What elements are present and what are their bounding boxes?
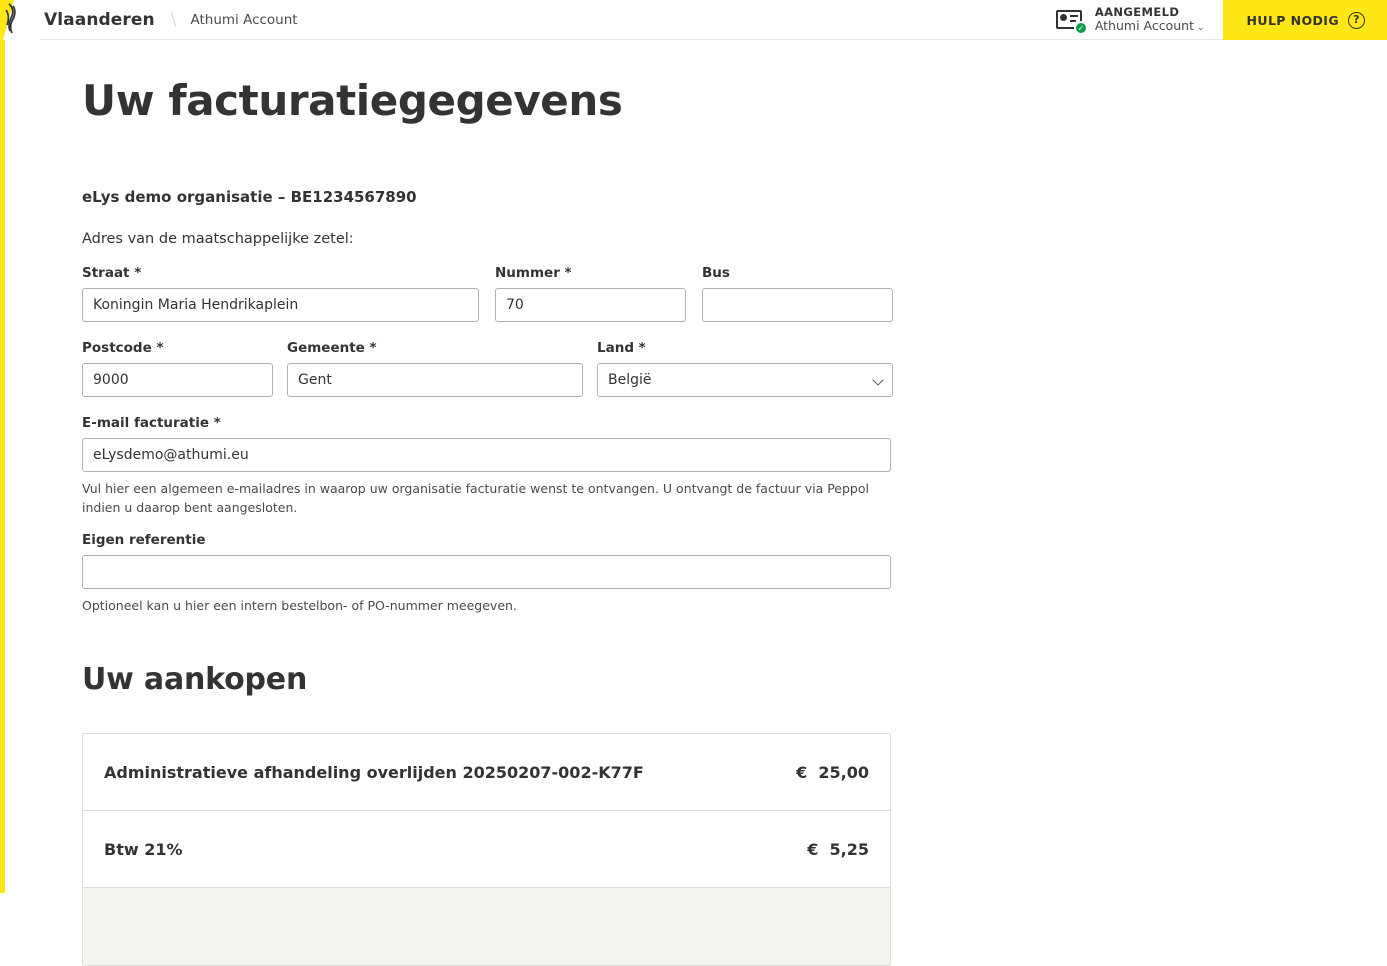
land-select[interactable] xyxy=(597,363,893,397)
table-row xyxy=(83,811,890,888)
brand-separator: \ xyxy=(170,9,177,30)
reference-row xyxy=(82,532,1387,615)
address-label: Adres van de maatschappelijke zetel: xyxy=(82,231,354,247)
verified-check-icon: ✓ xyxy=(1074,21,1088,35)
gemeente-input[interactable] xyxy=(287,363,583,397)
organisation-line: eLys demo organisatie – BE1234567890 xyxy=(82,188,417,206)
purchase-amount: € 25,00 xyxy=(796,762,869,782)
table-row-total xyxy=(83,888,890,965)
question-mark-icon: ? xyxy=(1348,12,1365,29)
breadcrumb[interactable]: Athumi Account xyxy=(190,11,298,28)
postcode-input[interactable] xyxy=(82,363,273,397)
field-straat xyxy=(82,265,479,322)
purchases-table xyxy=(82,733,891,966)
address-row-2 xyxy=(82,340,1387,397)
label-land: Land * xyxy=(597,340,646,356)
reference-hint: Optioneel kan u hier een intern bestelbon- of PO-nummer meegeven. xyxy=(82,597,517,613)
account-card-icon xyxy=(1056,8,1086,32)
email-hint: Vul hier een algemeen e-mailadres in waarop uw organisatie facturatie wenst te ontvangen. U ontvangt de factuur via Peppol indien u daarop bent aangesloten. xyxy=(82,481,869,516)
field-nummer xyxy=(495,265,686,322)
label-reference: Eigen referentie xyxy=(82,531,206,548)
help-label: HULP NODIG xyxy=(1246,12,1339,28)
label-gemeente: Gemeente * xyxy=(287,340,377,356)
label-nummer: Nummer * xyxy=(495,265,572,281)
top-bar xyxy=(0,0,1387,40)
help-button[interactable] xyxy=(1223,0,1387,40)
address-row-1 xyxy=(82,265,1387,322)
left-accent-strip xyxy=(0,40,5,893)
brand-title: Vlaanderen xyxy=(44,9,155,30)
account-name-label: Athumi Account xyxy=(1094,18,1194,34)
chevron-down-icon: ⌄ xyxy=(1196,23,1205,34)
straat-input[interactable] xyxy=(82,288,479,322)
purchase-amount: € 5,25 xyxy=(807,839,869,859)
bus-input[interactable] xyxy=(702,288,893,322)
page-content xyxy=(0,76,1387,966)
purchase-description: Administratieve afhandeling overlijden 20250207-002-K77F xyxy=(104,762,644,782)
purchases-title: Uw aankopen xyxy=(82,662,308,698)
nummer-input[interactable] xyxy=(495,288,686,322)
email-input[interactable] xyxy=(82,438,891,472)
field-gemeente xyxy=(287,340,583,397)
account-menu[interactable] xyxy=(1056,0,1223,40)
email-row xyxy=(82,415,1387,518)
label-bus: Bus xyxy=(702,265,730,281)
label-postcode: Postcode * xyxy=(82,340,164,356)
reference-input[interactable] xyxy=(82,555,891,589)
label-email: E-mail facturatie * xyxy=(82,415,221,431)
purchase-description: Btw 21% xyxy=(104,839,183,859)
vlaanderen-logo[interactable] xyxy=(0,0,40,40)
field-reference xyxy=(82,532,891,615)
page-title: Uw facturatiegegevens xyxy=(82,76,623,125)
field-email xyxy=(82,415,891,518)
account-name[interactable] xyxy=(1095,19,1205,33)
field-bus xyxy=(702,265,893,322)
table-row xyxy=(83,734,890,811)
top-bar-right xyxy=(1056,0,1387,40)
land-select-wrap xyxy=(597,363,893,397)
label-straat: Straat * xyxy=(82,265,142,281)
account-status: AANGEMELD xyxy=(1094,5,1180,20)
field-postcode xyxy=(82,340,273,397)
field-land xyxy=(597,340,893,397)
